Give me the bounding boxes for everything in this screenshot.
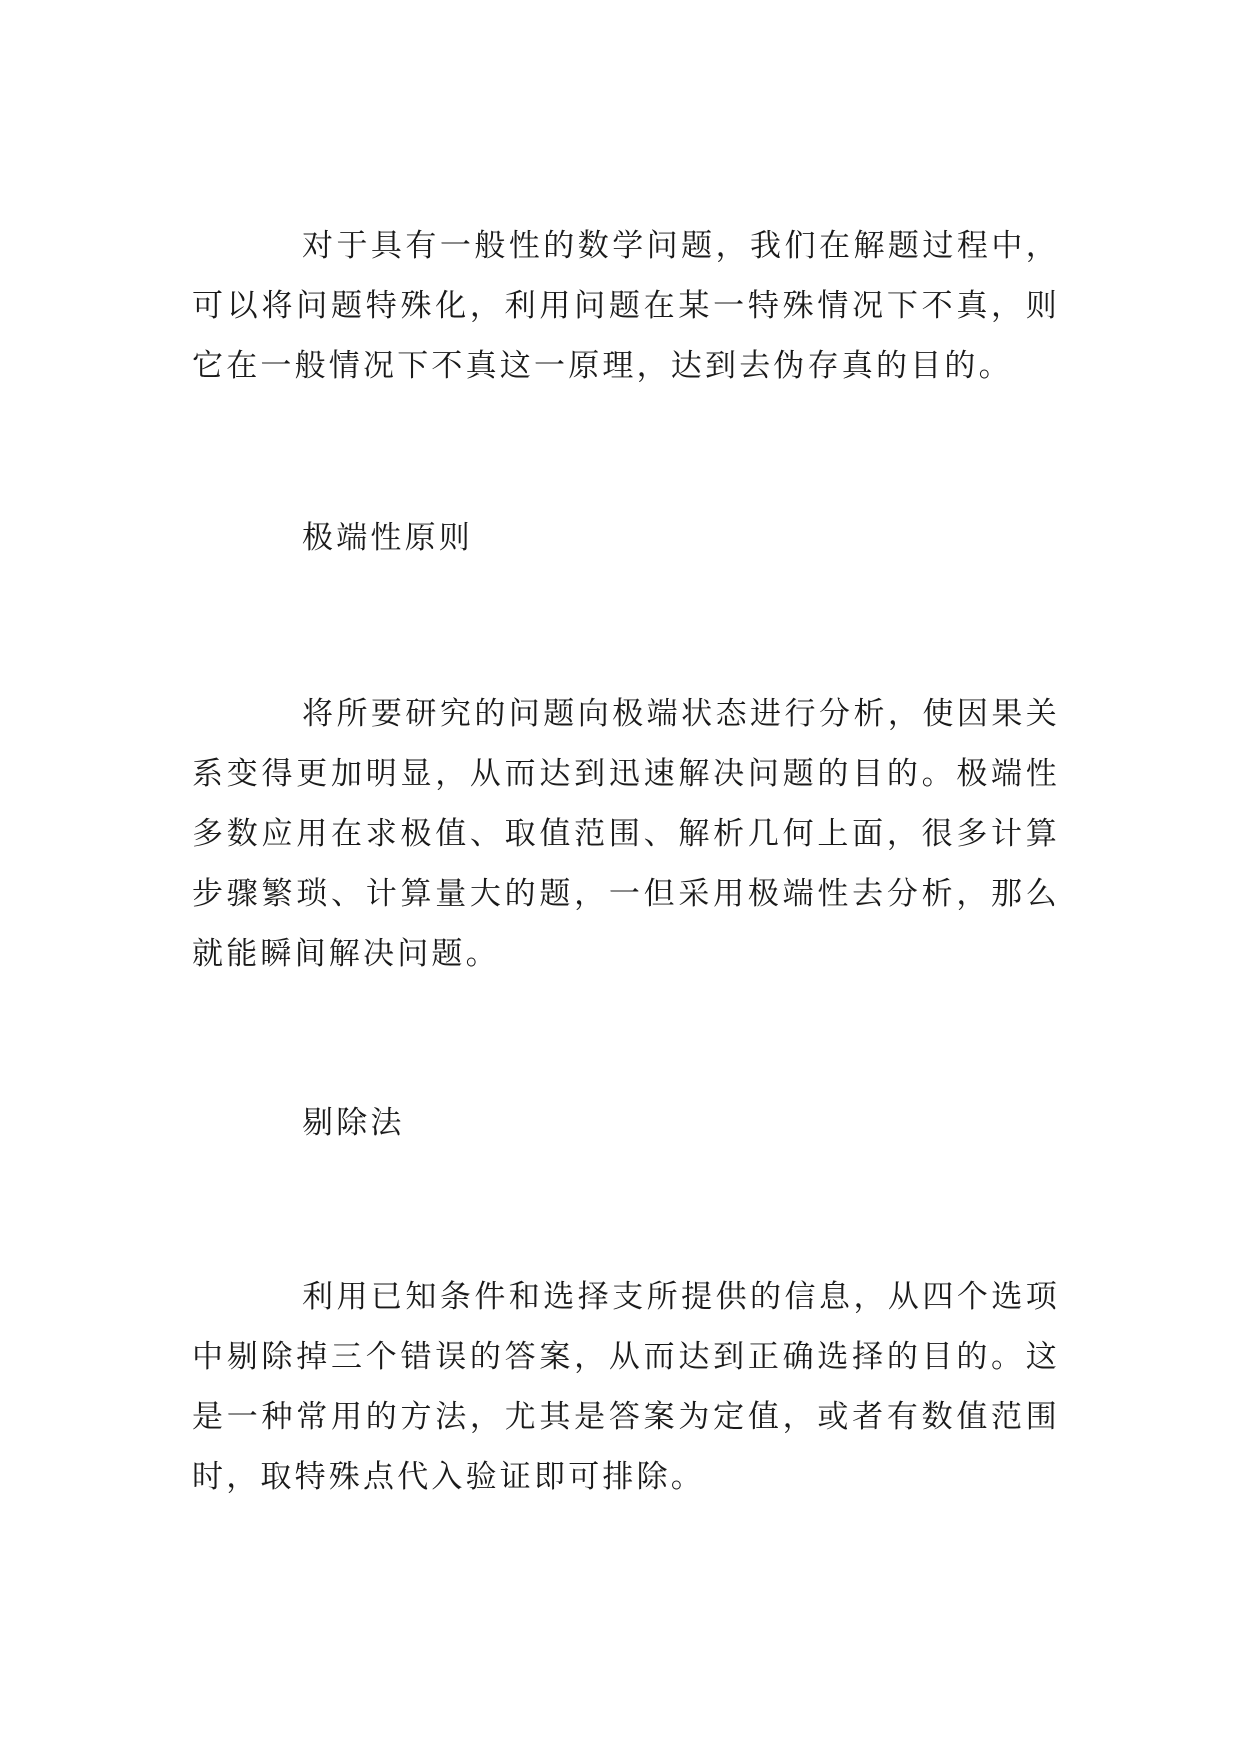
paragraph-specialization: 对于具有一般性的数学问题，我们在解题过程中，可以将问题特殊化，利用问题在某一特殊情况下不真，则它在一般情况下不真这一原理，达到去伪存真的目的。 xyxy=(192,228,1060,384)
paragraph-extremity: 将所要研究的问题向极端状态进行分析，使因果关系变得更加明显，从而达到迅速解决问题的目的。极端性多数应用在求极值、取值范围、解析几何上面，很多计算步骤繁琐、计算量大的题，一但采用极端性去分析，那么就能瞬间解决问题。 xyxy=(192,696,1060,972)
heading-extremity-principle: 极端性原则 xyxy=(302,520,473,556)
heading-elimination-method: 剔除法 xyxy=(302,1105,405,1141)
paragraph-elimination: 利用已知条件和选择支所提供的信息，从四个选项中剔除掉三个错误的答案，从而达到正确选择的目的。这是一种常用的方法，尤其是答案为定值，或者有数值范围时，取特殊点代入验证即可排除。 xyxy=(192,1279,1060,1495)
